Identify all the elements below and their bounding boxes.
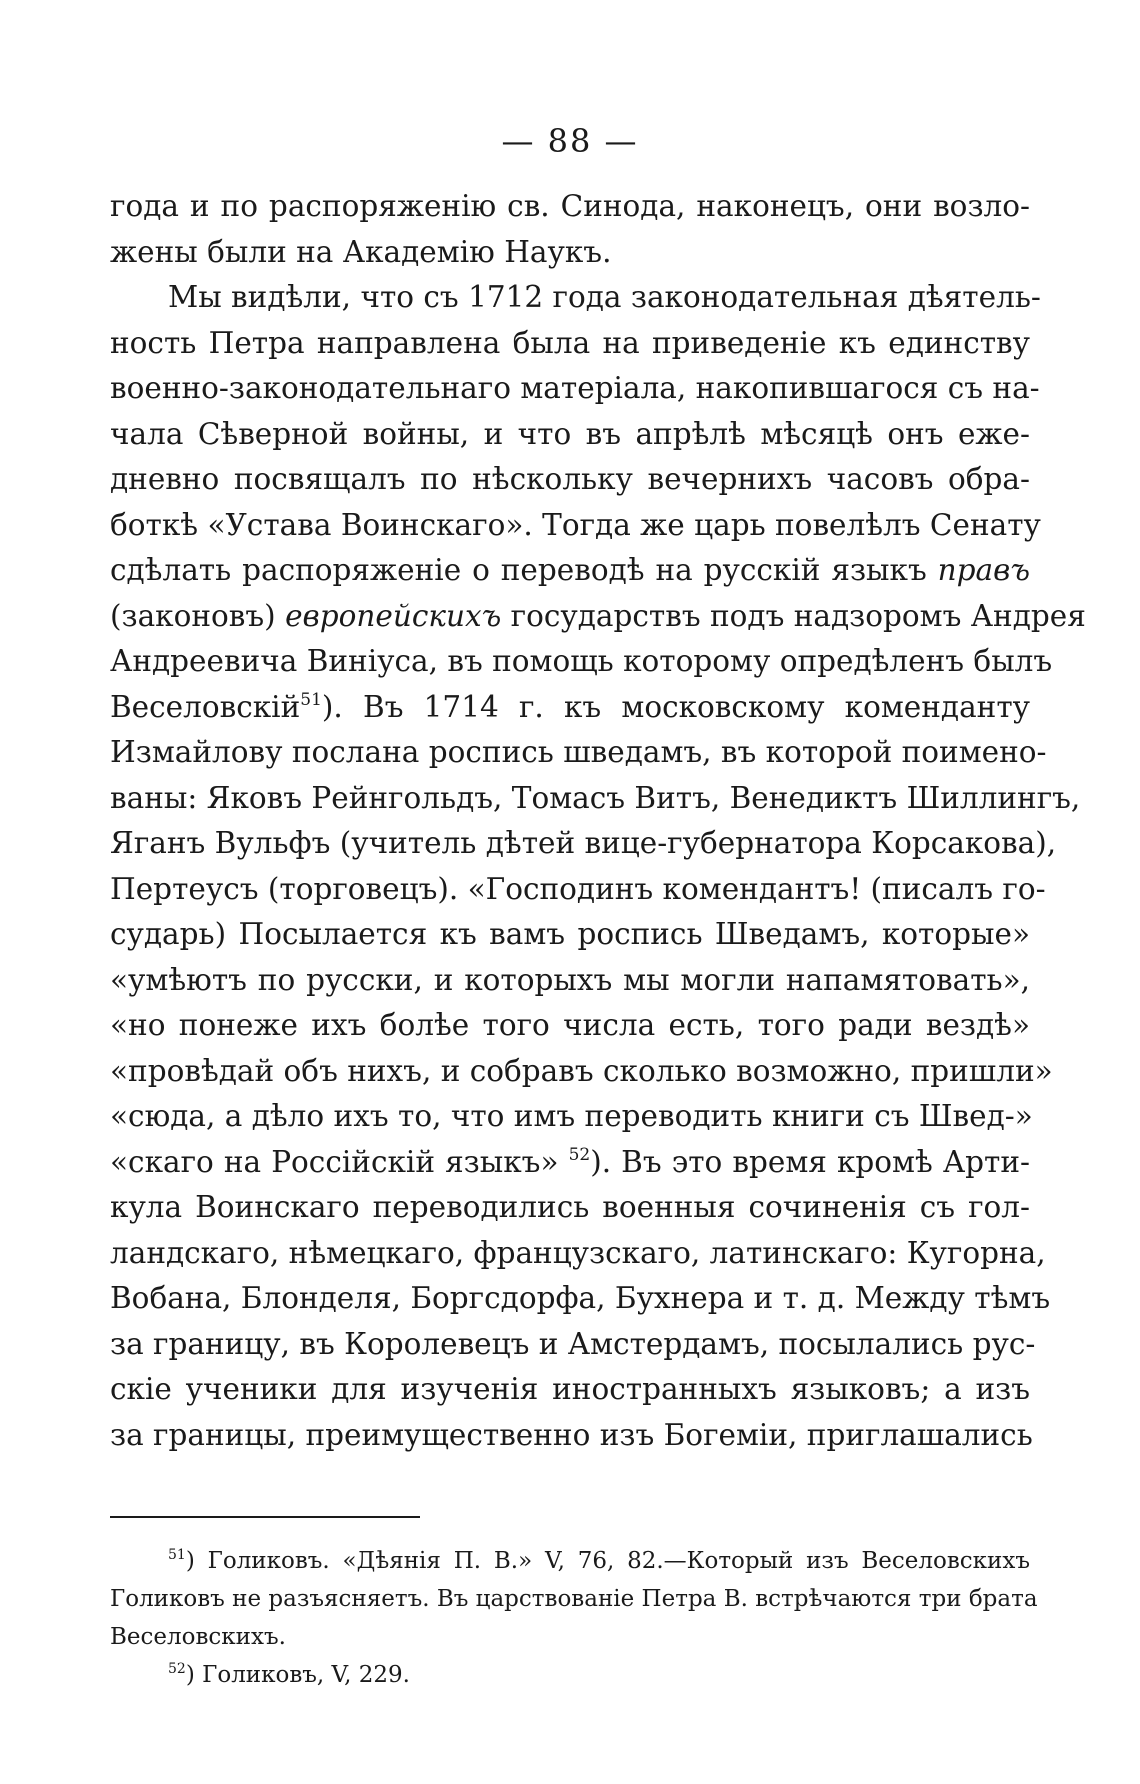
text-segment: ). Въ 1714 г. къ московскому коменданту bbox=[321, 689, 1030, 724]
text-line: Измайлову послана роспись шведамъ, въ которой поимено- bbox=[110, 735, 1047, 769]
text-line: ландскаго, нѣмецкаго, французскаго, латинскаго: Кугорна, bbox=[110, 1235, 1046, 1270]
text-line: «провѣдай объ нихъ, и собравъ сколько возможно, пришли» bbox=[110, 1053, 1053, 1088]
text-line: чала Сѣверной войны, и что въ апрѣлѣ мѣсяцѣ онъ еже- bbox=[110, 416, 1030, 451]
text-line: ность Петра направлена была на приведеніе къ единству bbox=[110, 325, 1030, 360]
footnote-marker: 51 bbox=[168, 1547, 186, 1563]
text-line bbox=[110, 1140, 1030, 1186]
text-line bbox=[110, 594, 1086, 640]
text-line: скіе ученики для изученія иностранныхъ языковъ; а изъ bbox=[110, 1372, 1030, 1406]
text-segment: сдѣлать распоряженіе о переводѣ на русскій языкъ bbox=[110, 553, 927, 587]
italic-term: европейскихъ bbox=[285, 598, 502, 633]
text-line: Вобана, Блонделя, Боргсдорфа, Бухнера и т. д. Между тѣмъ bbox=[110, 1281, 1051, 1315]
text-line: кула Воинскаго переводились военныя сочиненія съ гол- bbox=[110, 1190, 1030, 1224]
text-line: «умѣютъ по русски, и которыхъ мы могли напамятовать», bbox=[110, 962, 1030, 997]
footnote-51 bbox=[110, 1542, 1030, 1580]
footnote-text: ) Голиковъ. «Дѣянія П. В.» V, 76, 82.—Который изъ Веселовскихъ bbox=[185, 1548, 1030, 1574]
text-segment: Веселовскій bbox=[110, 689, 301, 724]
text-line: сударь) Посылается къ вамъ роспись Шведамъ, которые» bbox=[110, 917, 1030, 951]
body-text bbox=[110, 184, 1086, 1458]
text-line: «сюда, а дѣло ихъ то, что имъ переводить книги съ Швед-» bbox=[110, 1099, 1033, 1133]
footnote-line: Веселовскихъ. bbox=[110, 1624, 286, 1650]
text-line: жены были на Академію Наукъ. bbox=[110, 234, 612, 269]
footnote-divider bbox=[110, 1516, 420, 1518]
text-line bbox=[110, 685, 1030, 731]
text-line: Яганъ Вульфъ (учитель дѣтей вице-губернатора Корсакова), bbox=[110, 826, 1057, 860]
text-segment: «скаго на Россійскій языкъ» bbox=[110, 1144, 559, 1179]
text-line: «но понеже ихъ болѣе того числа есть, того ради вездѣ» bbox=[110, 1008, 1030, 1042]
footnote-line: Голиковъ не разъясняетъ. Въ царствованіе Петра В. встрѣчаются три брата bbox=[110, 1586, 1038, 1612]
text-line: за границу, въ Королевецъ и Амстердамъ, посылались рус- bbox=[110, 1326, 1036, 1361]
text-line bbox=[110, 548, 1030, 594]
page-number: — 88 — bbox=[501, 122, 639, 160]
text-segment: государствъ подъ надзоромъ Андрея bbox=[510, 598, 1086, 633]
italic-term: правъ bbox=[937, 553, 1030, 587]
footnotes bbox=[110, 1542, 1038, 1694]
text-line: года и по распоряженію св. Синода, наконецъ, они возло- bbox=[110, 189, 1030, 223]
text-line: дневно посвящалъ по нѣскольку вечернихъ часовъ обра- bbox=[110, 462, 1030, 496]
text-line: Пертеусъ (торговецъ). «Господинъ комендантъ! (писалъ го- bbox=[110, 871, 1046, 906]
footnote-text: ) Голиковъ, V, 229. bbox=[185, 1662, 410, 1688]
text-line: боткѣ «Устава Воинскаго». Тогда же царь повелѣлъ Сенату bbox=[110, 507, 1041, 542]
text-line: Мы видѣли, что съ 1712 года законодательная дѣятель- bbox=[168, 280, 1041, 314]
text-segment: ). Въ это время кромѣ Арти- bbox=[590, 1144, 1031, 1179]
text-line: Андреевича Виніуса, въ помощь которому опредѣленъ былъ bbox=[110, 644, 1053, 678]
text-line: военно-законодательнаго матеріала, накопившагося съ на- bbox=[110, 371, 1040, 405]
text-line: ваны: Яковъ Рейнгольдъ, Томасъ Витъ, Венедиктъ Шиллингъ, bbox=[110, 780, 1081, 815]
text-segment: (законовъ) bbox=[110, 598, 276, 633]
footnote-ref-52[interactable]: 52 bbox=[568, 1144, 591, 1165]
footnote-marker: 52 bbox=[168, 1661, 186, 1677]
text-line: за границы, преимущественно изъ Богеміи, приглашались bbox=[110, 1417, 1033, 1452]
footnote-52 bbox=[110, 1656, 1030, 1694]
footnote-ref-51[interactable]: 51 bbox=[300, 689, 322, 710]
